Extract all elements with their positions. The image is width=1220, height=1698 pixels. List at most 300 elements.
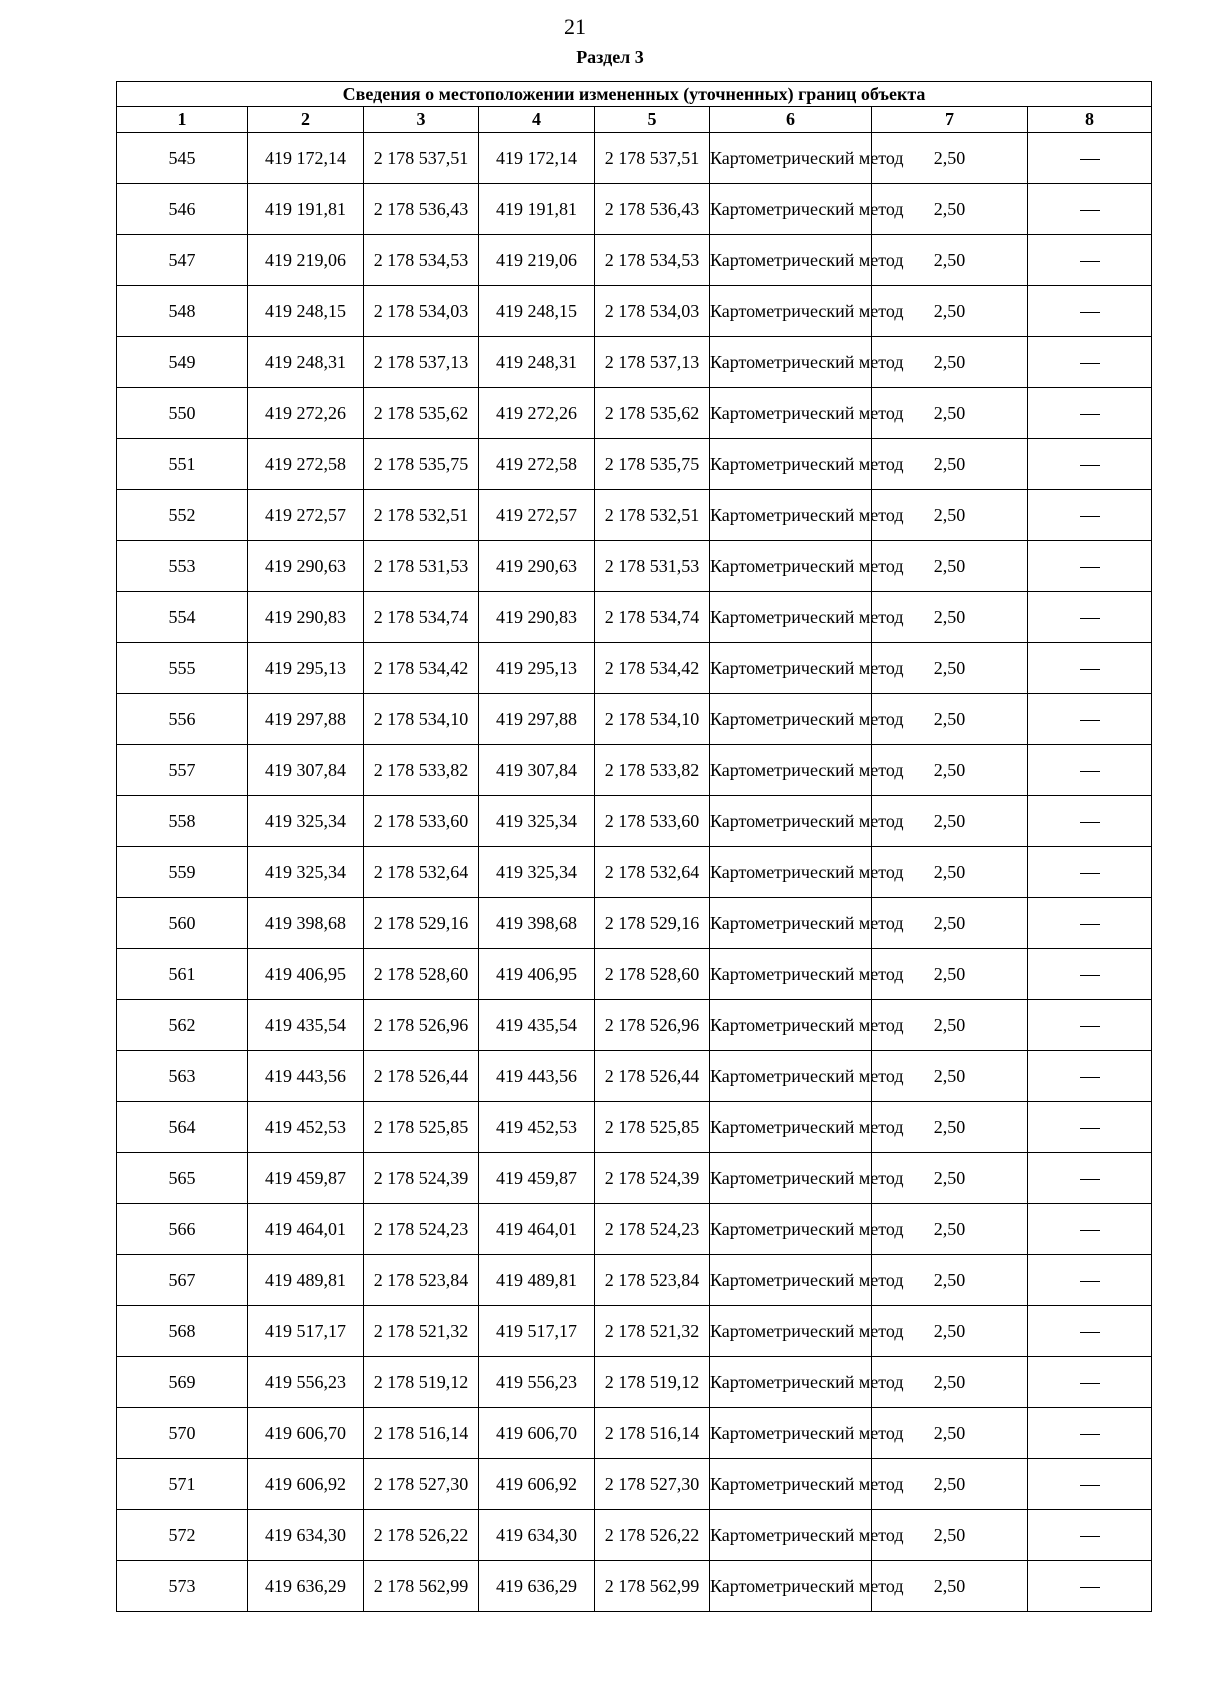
cell-accuracy: 2,50 bbox=[872, 1102, 1028, 1153]
cell-y-existing: 2 178 533,60 bbox=[364, 796, 479, 847]
cell-y-existing: 2 178 529,16 bbox=[364, 898, 479, 949]
table-row bbox=[117, 1306, 1152, 1357]
table-header-row bbox=[117, 107, 1152, 133]
cell-point-number: 546 bbox=[117, 184, 248, 235]
table-row bbox=[117, 796, 1152, 847]
cell-method: Картометрический метод bbox=[710, 1204, 872, 1255]
cell-point-number: 558 bbox=[117, 796, 248, 847]
cell-point-number: 557 bbox=[117, 745, 248, 796]
cell-description bbox=[1028, 337, 1152, 388]
cell-y-existing: 2 178 524,23 bbox=[364, 1204, 479, 1255]
dash-mark bbox=[1080, 618, 1100, 619]
cell-y-new: 2 178 524,39 bbox=[595, 1153, 710, 1204]
cell-accuracy: 2,50 bbox=[872, 1510, 1028, 1561]
cell-x-new: 419 248,15 bbox=[479, 286, 595, 337]
cell-accuracy: 2,50 bbox=[872, 1459, 1028, 1510]
table-row bbox=[117, 949, 1152, 1000]
cell-y-existing: 2 178 535,75 bbox=[364, 439, 479, 490]
cell-y-existing: 2 178 536,43 bbox=[364, 184, 479, 235]
cell-x-existing: 419 636,29 bbox=[248, 1561, 364, 1612]
cell-description bbox=[1028, 796, 1152, 847]
cell-method: Картометрический метод bbox=[710, 490, 872, 541]
table-caption: Сведения о местоположении измененных (уточненных) границ объекта bbox=[117, 82, 1152, 107]
column-header-2: 2 bbox=[248, 107, 364, 133]
dash-mark bbox=[1080, 210, 1100, 211]
dash-mark bbox=[1080, 771, 1100, 772]
table-row bbox=[117, 1510, 1152, 1561]
cell-accuracy: 2,50 bbox=[872, 235, 1028, 286]
cell-method: Картометрический метод bbox=[710, 1000, 872, 1051]
cell-description bbox=[1028, 1204, 1152, 1255]
cell-accuracy: 2,50 bbox=[872, 1306, 1028, 1357]
cell-x-new: 419 325,34 bbox=[479, 847, 595, 898]
table-row bbox=[117, 184, 1152, 235]
cell-y-new: 2 178 526,22 bbox=[595, 1510, 710, 1561]
cell-description bbox=[1028, 439, 1152, 490]
cell-accuracy: 2,50 bbox=[872, 1000, 1028, 1051]
cell-y-existing: 2 178 533,82 bbox=[364, 745, 479, 796]
cell-accuracy: 2,50 bbox=[872, 439, 1028, 490]
cell-y-existing: 2 178 528,60 bbox=[364, 949, 479, 1000]
cell-description bbox=[1028, 541, 1152, 592]
dash-mark bbox=[1080, 720, 1100, 721]
cell-x-new: 419 172,14 bbox=[479, 133, 595, 184]
cell-y-existing: 2 178 531,53 bbox=[364, 541, 479, 592]
column-header-3: 3 bbox=[364, 107, 479, 133]
page-number: 21 bbox=[564, 14, 586, 39]
table-row bbox=[117, 1204, 1152, 1255]
cell-description bbox=[1028, 643, 1152, 694]
cell-method: Картометрический метод bbox=[710, 745, 872, 796]
cell-method: Картометрический метод bbox=[710, 1051, 872, 1102]
cell-point-number: 553 bbox=[117, 541, 248, 592]
cell-description bbox=[1028, 1408, 1152, 1459]
table-row bbox=[117, 1255, 1152, 1306]
cell-accuracy: 2,50 bbox=[872, 592, 1028, 643]
cell-x-existing: 419 191,81 bbox=[248, 184, 364, 235]
cell-method: Картометрический метод bbox=[710, 1255, 872, 1306]
column-header-5: 5 bbox=[595, 107, 710, 133]
dash-mark bbox=[1080, 1179, 1100, 1180]
cell-point-number: 573 bbox=[117, 1561, 248, 1612]
cell-method: Картометрический метод bbox=[710, 1510, 872, 1561]
cell-y-existing: 2 178 526,44 bbox=[364, 1051, 479, 1102]
table-row bbox=[117, 592, 1152, 643]
cell-accuracy: 2,50 bbox=[872, 643, 1028, 694]
cell-y-existing: 2 178 516,14 bbox=[364, 1408, 479, 1459]
cell-point-number: 566 bbox=[117, 1204, 248, 1255]
cell-y-existing: 2 178 537,51 bbox=[364, 133, 479, 184]
cell-y-existing: 2 178 537,13 bbox=[364, 337, 479, 388]
cell-y-existing: 2 178 534,74 bbox=[364, 592, 479, 643]
table-row bbox=[117, 286, 1152, 337]
cell-point-number: 554 bbox=[117, 592, 248, 643]
dash-mark bbox=[1080, 1536, 1100, 1537]
cell-point-number: 565 bbox=[117, 1153, 248, 1204]
dash-mark bbox=[1080, 1026, 1100, 1027]
cell-accuracy: 2,50 bbox=[872, 1153, 1028, 1204]
cell-method: Картометрический метод bbox=[710, 694, 872, 745]
dash-mark bbox=[1080, 924, 1100, 925]
cell-method: Картометрический метод bbox=[710, 184, 872, 235]
cell-x-new: 419 452,53 bbox=[479, 1102, 595, 1153]
cell-y-existing: 2 178 521,32 bbox=[364, 1306, 479, 1357]
dash-mark bbox=[1080, 1230, 1100, 1231]
cell-description bbox=[1028, 1510, 1152, 1561]
dash-mark bbox=[1080, 873, 1100, 874]
cell-y-existing: 2 178 532,64 bbox=[364, 847, 479, 898]
cell-accuracy: 2,50 bbox=[872, 337, 1028, 388]
table-row bbox=[117, 1102, 1152, 1153]
cell-accuracy: 2,50 bbox=[872, 286, 1028, 337]
cell-method: Картометрический метод bbox=[710, 388, 872, 439]
dash-mark bbox=[1080, 1485, 1100, 1486]
cell-y-new: 2 178 531,53 bbox=[595, 541, 710, 592]
cell-method: Картометрический метод bbox=[710, 1408, 872, 1459]
cell-x-existing: 419 290,83 bbox=[248, 592, 364, 643]
cell-point-number: 572 bbox=[117, 1510, 248, 1561]
cell-method: Картометрический метод bbox=[710, 541, 872, 592]
dash-mark bbox=[1080, 414, 1100, 415]
cell-x-new: 419 634,30 bbox=[479, 1510, 595, 1561]
cell-point-number: 548 bbox=[117, 286, 248, 337]
cell-y-existing: 2 178 534,10 bbox=[364, 694, 479, 745]
cell-y-new: 2 178 534,10 bbox=[595, 694, 710, 745]
cell-y-existing: 2 178 519,12 bbox=[364, 1357, 479, 1408]
table-row bbox=[117, 898, 1152, 949]
cell-description bbox=[1028, 1561, 1152, 1612]
cell-description bbox=[1028, 1102, 1152, 1153]
cell-x-existing: 419 606,92 bbox=[248, 1459, 364, 1510]
cell-x-new: 419 325,34 bbox=[479, 796, 595, 847]
cell-y-new: 2 178 532,64 bbox=[595, 847, 710, 898]
cell-x-new: 419 435,54 bbox=[479, 1000, 595, 1051]
cell-y-new: 2 178 528,60 bbox=[595, 949, 710, 1000]
cell-x-new: 419 191,81 bbox=[479, 184, 595, 235]
cell-point-number: 564 bbox=[117, 1102, 248, 1153]
cell-method: Картометрический метод bbox=[710, 1102, 872, 1153]
cell-accuracy: 2,50 bbox=[872, 388, 1028, 439]
cell-x-existing: 419 435,54 bbox=[248, 1000, 364, 1051]
cell-y-new: 2 178 533,82 bbox=[595, 745, 710, 796]
cell-method: Картометрический метод bbox=[710, 1153, 872, 1204]
dash-mark bbox=[1080, 975, 1100, 976]
cell-y-existing: 2 178 534,03 bbox=[364, 286, 479, 337]
cell-point-number: 568 bbox=[117, 1306, 248, 1357]
cell-description bbox=[1028, 1255, 1152, 1306]
column-header-8: 8 bbox=[1028, 107, 1152, 133]
cell-accuracy: 2,50 bbox=[872, 1255, 1028, 1306]
cell-x-new: 419 606,92 bbox=[479, 1459, 595, 1510]
cell-x-existing: 419 325,34 bbox=[248, 847, 364, 898]
cell-description bbox=[1028, 1051, 1152, 1102]
cell-method: Картометрический метод bbox=[710, 643, 872, 694]
cell-accuracy: 2,50 bbox=[872, 490, 1028, 541]
cell-point-number: 571 bbox=[117, 1459, 248, 1510]
cell-x-new: 419 464,01 bbox=[479, 1204, 595, 1255]
dash-mark bbox=[1080, 261, 1100, 262]
cell-method: Картометрический метод bbox=[710, 1357, 872, 1408]
cell-x-new: 419 272,26 bbox=[479, 388, 595, 439]
cell-point-number: 545 bbox=[117, 133, 248, 184]
cell-point-number: 563 bbox=[117, 1051, 248, 1102]
cell-y-new: 2 178 534,53 bbox=[595, 235, 710, 286]
cell-y-new: 2 178 529,16 bbox=[595, 898, 710, 949]
cell-method: Картометрический метод bbox=[710, 898, 872, 949]
cell-x-existing: 419 248,15 bbox=[248, 286, 364, 337]
cell-description bbox=[1028, 898, 1152, 949]
cell-y-new: 2 178 537,51 bbox=[595, 133, 710, 184]
cell-point-number: 555 bbox=[117, 643, 248, 694]
cell-x-existing: 419 406,95 bbox=[248, 949, 364, 1000]
cell-description bbox=[1028, 1153, 1152, 1204]
cell-description bbox=[1028, 1000, 1152, 1051]
cell-x-new: 419 398,68 bbox=[479, 898, 595, 949]
cell-accuracy: 2,50 bbox=[872, 847, 1028, 898]
cell-y-existing: 2 178 526,22 bbox=[364, 1510, 479, 1561]
cell-x-existing: 419 297,88 bbox=[248, 694, 364, 745]
cell-x-new: 419 290,63 bbox=[479, 541, 595, 592]
cell-point-number: 569 bbox=[117, 1357, 248, 1408]
cell-y-new: 2 178 532,51 bbox=[595, 490, 710, 541]
cell-description bbox=[1028, 1306, 1152, 1357]
cell-description bbox=[1028, 286, 1152, 337]
cell-x-new: 419 556,23 bbox=[479, 1357, 595, 1408]
table-row bbox=[117, 1357, 1152, 1408]
column-header-6: 6 bbox=[710, 107, 872, 133]
cell-x-new: 419 606,70 bbox=[479, 1408, 595, 1459]
dash-mark bbox=[1080, 363, 1100, 364]
cell-method: Картометрический метод bbox=[710, 592, 872, 643]
cell-accuracy: 2,50 bbox=[872, 796, 1028, 847]
cell-point-number: 547 bbox=[117, 235, 248, 286]
cell-x-existing: 419 464,01 bbox=[248, 1204, 364, 1255]
cell-accuracy: 2,50 bbox=[872, 949, 1028, 1000]
table-row bbox=[117, 643, 1152, 694]
cell-point-number: 549 bbox=[117, 337, 248, 388]
cell-accuracy: 2,50 bbox=[872, 133, 1028, 184]
cell-description bbox=[1028, 592, 1152, 643]
cell-y-existing: 2 178 525,85 bbox=[364, 1102, 479, 1153]
cell-description bbox=[1028, 235, 1152, 286]
cell-x-existing: 419 248,31 bbox=[248, 337, 364, 388]
cell-y-new: 2 178 526,44 bbox=[595, 1051, 710, 1102]
cell-point-number: 556 bbox=[117, 694, 248, 745]
cell-x-existing: 419 172,14 bbox=[248, 133, 364, 184]
dash-mark bbox=[1080, 1281, 1100, 1282]
table-row bbox=[117, 235, 1152, 286]
cell-point-number: 567 bbox=[117, 1255, 248, 1306]
dash-mark bbox=[1080, 822, 1100, 823]
cell-x-existing: 419 517,17 bbox=[248, 1306, 364, 1357]
cell-x-new: 419 297,88 bbox=[479, 694, 595, 745]
dash-mark bbox=[1080, 1587, 1100, 1588]
cell-y-new: 2 178 536,43 bbox=[595, 184, 710, 235]
table-row bbox=[117, 745, 1152, 796]
table-row bbox=[117, 133, 1152, 184]
cell-x-existing: 419 606,70 bbox=[248, 1408, 364, 1459]
cell-method: Картометрический метод bbox=[710, 847, 872, 898]
table-row bbox=[117, 541, 1152, 592]
cell-accuracy: 2,50 bbox=[872, 1051, 1028, 1102]
dash-mark bbox=[1080, 1434, 1100, 1435]
dash-mark bbox=[1080, 159, 1100, 160]
cell-x-new: 419 489,81 bbox=[479, 1255, 595, 1306]
cell-accuracy: 2,50 bbox=[872, 541, 1028, 592]
cell-point-number: 570 bbox=[117, 1408, 248, 1459]
cell-description bbox=[1028, 1357, 1152, 1408]
cell-x-existing: 419 272,58 bbox=[248, 439, 364, 490]
table-row bbox=[117, 694, 1152, 745]
cell-accuracy: 2,50 bbox=[872, 1204, 1028, 1255]
cell-x-new: 419 290,83 bbox=[479, 592, 595, 643]
dash-mark bbox=[1080, 1383, 1100, 1384]
cell-y-new: 2 178 521,32 bbox=[595, 1306, 710, 1357]
dash-mark bbox=[1080, 669, 1100, 670]
dash-mark bbox=[1080, 516, 1100, 517]
cell-accuracy: 2,50 bbox=[872, 745, 1028, 796]
cell-y-new: 2 178 534,74 bbox=[595, 592, 710, 643]
table-row bbox=[117, 388, 1152, 439]
table-row bbox=[117, 1459, 1152, 1510]
cell-x-new: 419 517,17 bbox=[479, 1306, 595, 1357]
cell-description bbox=[1028, 847, 1152, 898]
cell-x-new: 419 272,57 bbox=[479, 490, 595, 541]
cell-method: Картометрический метод bbox=[710, 286, 872, 337]
boundary-coordinates-table bbox=[116, 81, 1152, 1612]
table-row bbox=[117, 1408, 1152, 1459]
cell-method: Картометрический метод bbox=[710, 133, 872, 184]
cell-y-new: 2 178 519,12 bbox=[595, 1357, 710, 1408]
cell-y-new: 2 178 516,14 bbox=[595, 1408, 710, 1459]
cell-x-new: 419 459,87 bbox=[479, 1153, 595, 1204]
cell-y-new: 2 178 535,62 bbox=[595, 388, 710, 439]
dash-mark bbox=[1080, 465, 1100, 466]
cell-x-existing: 419 443,56 bbox=[248, 1051, 364, 1102]
cell-x-existing: 419 452,53 bbox=[248, 1102, 364, 1153]
cell-description bbox=[1028, 490, 1152, 541]
cell-point-number: 551 bbox=[117, 439, 248, 490]
cell-point-number: 562 bbox=[117, 1000, 248, 1051]
cell-x-new: 419 443,56 bbox=[479, 1051, 595, 1102]
cell-description bbox=[1028, 949, 1152, 1000]
cell-x-existing: 419 556,23 bbox=[248, 1357, 364, 1408]
cell-point-number: 561 bbox=[117, 949, 248, 1000]
cell-method: Картометрический метод bbox=[710, 337, 872, 388]
table-row bbox=[117, 439, 1152, 490]
cell-accuracy: 2,50 bbox=[872, 1357, 1028, 1408]
cell-point-number: 559 bbox=[117, 847, 248, 898]
cell-y-existing: 2 178 562,99 bbox=[364, 1561, 479, 1612]
cell-x-existing: 419 295,13 bbox=[248, 643, 364, 694]
cell-y-new: 2 178 527,30 bbox=[595, 1459, 710, 1510]
cell-y-new: 2 178 537,13 bbox=[595, 337, 710, 388]
column-header-4: 4 bbox=[479, 107, 595, 133]
cell-y-new: 2 178 525,85 bbox=[595, 1102, 710, 1153]
dash-mark bbox=[1080, 567, 1100, 568]
cell-x-existing: 419 272,57 bbox=[248, 490, 364, 541]
cell-accuracy: 2,50 bbox=[872, 184, 1028, 235]
cell-x-new: 419 295,13 bbox=[479, 643, 595, 694]
cell-y-existing: 2 178 534,53 bbox=[364, 235, 479, 286]
cell-method: Картометрический метод bbox=[710, 1459, 872, 1510]
dash-mark bbox=[1080, 312, 1100, 313]
cell-y-new: 2 178 562,99 bbox=[595, 1561, 710, 1612]
cell-method: Картометрический метод bbox=[710, 439, 872, 490]
section-title: Раздел 3 bbox=[576, 47, 644, 67]
cell-description bbox=[1028, 694, 1152, 745]
cell-point-number: 552 bbox=[117, 490, 248, 541]
cell-accuracy: 2,50 bbox=[872, 694, 1028, 745]
cell-x-existing: 419 272,26 bbox=[248, 388, 364, 439]
cell-y-existing: 2 178 523,84 bbox=[364, 1255, 479, 1306]
cell-y-existing: 2 178 526,96 bbox=[364, 1000, 479, 1051]
cell-method: Картометрический метод bbox=[710, 235, 872, 286]
cell-description bbox=[1028, 184, 1152, 235]
cell-x-existing: 419 307,84 bbox=[248, 745, 364, 796]
cell-x-existing: 419 290,63 bbox=[248, 541, 364, 592]
table-row bbox=[117, 1051, 1152, 1102]
cell-x-new: 419 307,84 bbox=[479, 745, 595, 796]
cell-x-new: 419 219,06 bbox=[479, 235, 595, 286]
cell-description bbox=[1028, 133, 1152, 184]
cell-y-new: 2 178 535,75 bbox=[595, 439, 710, 490]
cell-x-new: 419 272,58 bbox=[479, 439, 595, 490]
table-row bbox=[117, 1561, 1152, 1612]
cell-y-existing: 2 178 532,51 bbox=[364, 490, 479, 541]
cell-y-new: 2 178 533,60 bbox=[595, 796, 710, 847]
cell-x-existing: 419 219,06 bbox=[248, 235, 364, 286]
cell-y-existing: 2 178 535,62 bbox=[364, 388, 479, 439]
cell-description bbox=[1028, 745, 1152, 796]
dash-mark bbox=[1080, 1332, 1100, 1333]
table-row bbox=[117, 1000, 1152, 1051]
cell-y-existing: 2 178 527,30 bbox=[364, 1459, 479, 1510]
cell-x-existing: 419 325,34 bbox=[248, 796, 364, 847]
column-header-7: 7 bbox=[872, 107, 1028, 133]
cell-y-new: 2 178 523,84 bbox=[595, 1255, 710, 1306]
table-row bbox=[117, 1153, 1152, 1204]
cell-x-existing: 419 634,30 bbox=[248, 1510, 364, 1561]
cell-y-new: 2 178 524,23 bbox=[595, 1204, 710, 1255]
cell-point-number: 550 bbox=[117, 388, 248, 439]
cell-x-new: 419 636,29 bbox=[479, 1561, 595, 1612]
cell-method: Картометрический метод bbox=[710, 1306, 872, 1357]
cell-method: Картометрический метод bbox=[710, 796, 872, 847]
cell-accuracy: 2,50 bbox=[872, 1561, 1028, 1612]
cell-accuracy: 2,50 bbox=[872, 1408, 1028, 1459]
cell-y-existing: 2 178 534,42 bbox=[364, 643, 479, 694]
cell-x-new: 419 248,31 bbox=[479, 337, 595, 388]
dash-mark bbox=[1080, 1077, 1100, 1078]
table-body bbox=[117, 133, 1152, 1612]
cell-y-new: 2 178 526,96 bbox=[595, 1000, 710, 1051]
cell-x-existing: 419 489,81 bbox=[248, 1255, 364, 1306]
cell-method: Картометрический метод bbox=[710, 1561, 872, 1612]
table-row bbox=[117, 337, 1152, 388]
cell-y-existing: 2 178 524,39 bbox=[364, 1153, 479, 1204]
table-row bbox=[117, 847, 1152, 898]
cell-x-new: 419 406,95 bbox=[479, 949, 595, 1000]
table-row bbox=[117, 490, 1152, 541]
cell-x-existing: 419 459,87 bbox=[248, 1153, 364, 1204]
column-header-1: 1 bbox=[117, 107, 248, 133]
cell-method: Картометрический метод bbox=[710, 949, 872, 1000]
cell-y-new: 2 178 534,03 bbox=[595, 286, 710, 337]
cell-point-number: 560 bbox=[117, 898, 248, 949]
cell-x-existing: 419 398,68 bbox=[248, 898, 364, 949]
cell-description bbox=[1028, 388, 1152, 439]
